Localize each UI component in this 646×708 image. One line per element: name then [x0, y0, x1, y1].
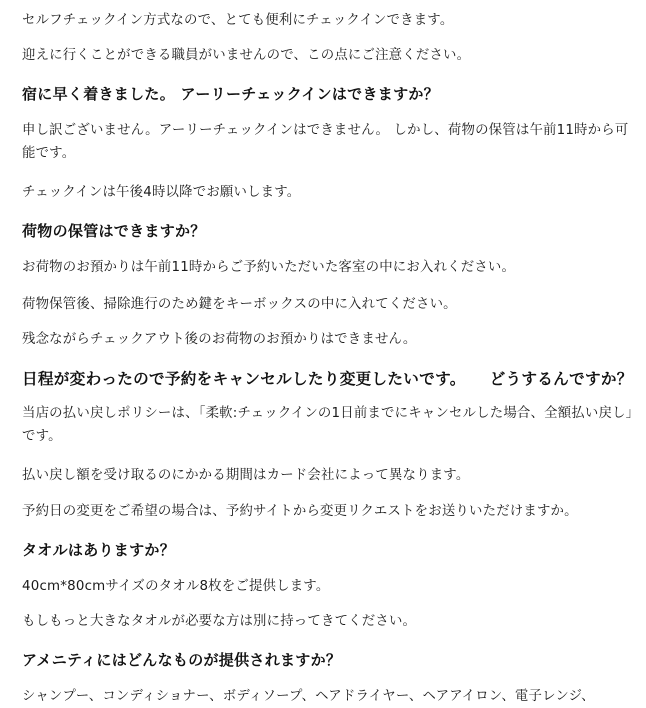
faq-question-early-checkin: 宿に早く着きました。 アーリーチェックインはできますか？ — [22, 85, 439, 103]
faq-answer: 払い戻し額を受け取るのにかかる期間はカード会社によって異なります。 — [22, 468, 470, 484]
faq-answer: 申し訳ございません。アーリーチェックインはできません。 しかし、荷物の保管は午前11時から可能です。 — [22, 123, 629, 162]
faq-question-cancel: 日程が変わったので予約をキャンセルしたり変更したいです。 どうするんですか？ — [22, 369, 633, 388]
faq-answer: 残念ながらチェックアウト後のお荷物のお預かりはできません。 — [22, 332, 417, 348]
intro-text: セルフチェックイン方式なので、とても便利にチェックインできます。 — [22, 13, 454, 29]
faq-question-luggage: 荷物の保管はできますか？ — [22, 222, 206, 240]
faq-answer: シャンプー、コンディショナー、ボディソープ、ヘアドライヤー、ヘアアイロン、電子レンジ、 — [22, 689, 595, 705]
faq-answer: 予約日の変更をご希望の場合は、予約サイトから変更リクエストをお送りいただけますか。 — [22, 504, 578, 520]
faq-answer: 当店の払い戻しポリシーは、「柔軟:チェックインの1日前までにキャンセルした場合、全額払い戻し」です。 — [22, 406, 633, 445]
intro-text: 迎えに行くことができる職員がいませんので、この点にご注意ください。 — [22, 48, 471, 64]
faq-question-amenities: アメニティにはどんなものが提供されますか？ — [22, 651, 342, 669]
faq-answer: 荷物保管後、掃除進行のため鍵をキーボックスの中に入れてください。 — [22, 297, 457, 313]
faq-answer: チェックインは午後4時以降でお願いします。 — [22, 185, 301, 201]
faq-answer: もしもっと大きなタオルが必要な方は別に持ってきてください。 — [22, 614, 417, 630]
faq-question-towels: タオルはありますか？ — [22, 541, 176, 559]
faq-answer: 40cm*80cmサイズのタオル8枚をご提供します。 — [22, 579, 330, 595]
faq-answer: お荷物のお預かりは午前11時からご予約いただいた客室の中にお入れください。 — [22, 260, 516, 276]
